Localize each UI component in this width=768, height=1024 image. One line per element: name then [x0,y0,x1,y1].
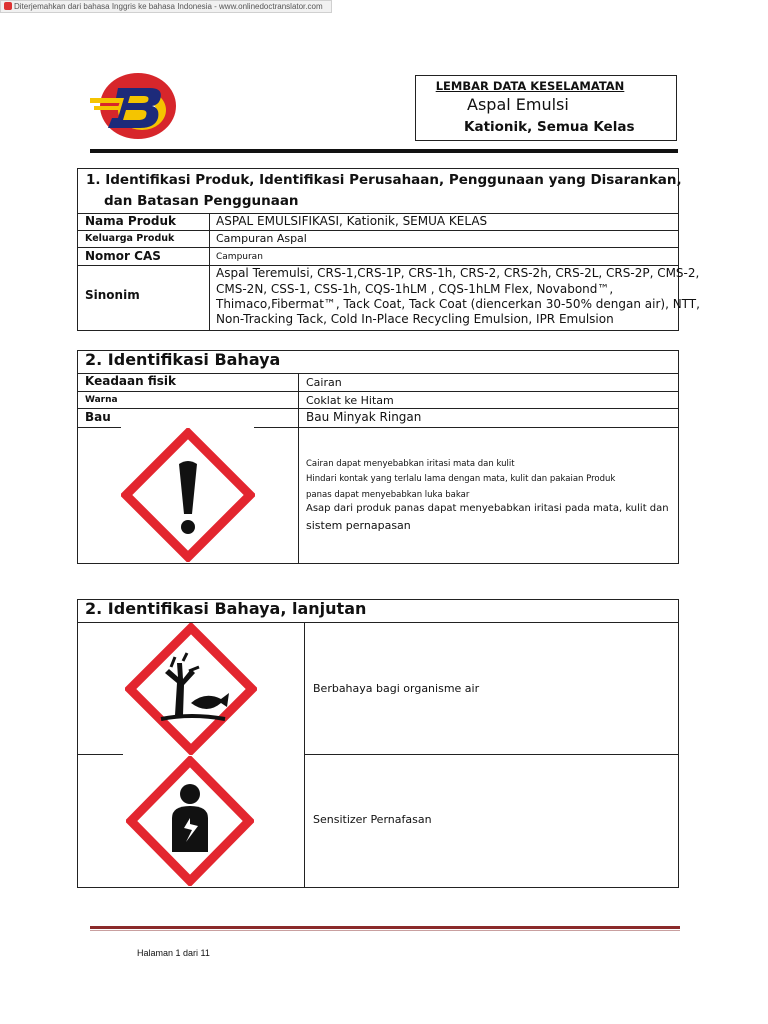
cas-number-value: Campuran [216,252,263,262]
synonyms-line: Non-Tracking Tack, Cold In-Place Recycling Emulsion, IPR Emulsion [216,312,614,326]
row-divider [77,230,679,231]
physical-state-value: Cairan [306,376,342,389]
color-label: Warna [85,395,118,405]
hazard-statement: Cairan dapat menyebabkan iritasi mata dan kulit [306,459,515,469]
row-divider [77,247,679,248]
color-value: Coklat ke Hitam [306,394,394,407]
product-family-label: Keluarga Produk [85,233,175,244]
section2-heading: 2. Identifikasi Bahaya [85,350,281,369]
hazard-statement: panas dapat menyebabkan luka bakar [306,490,470,500]
row-divider [304,754,679,755]
footer-rule [90,926,680,929]
page-number: Halaman 1 dari 11 [137,948,210,958]
hazard-statement: Asap dari produk panas dapat menyebabkan iritasi pada mata, kulit dan [306,503,669,514]
odor-label: Bau [85,410,111,424]
health-hazard-text: Sensitizer Pernafasan [313,813,432,826]
document-type-label: LEMBAR DATA KESELAMATAN [435,79,625,93]
column-divider [304,622,305,888]
document-subtitle: Kationik, Semua Kelas [464,119,635,135]
company-logo [88,70,183,142]
translator-icon [4,2,12,10]
row-divider [77,754,123,755]
product-name-value: ASPAL EMULSIFIKASI, Kationik, SEMUA KELAS [216,214,488,228]
odor-value: Bau Minyak Ringan [306,410,422,424]
synonyms-line: Thimaco,Fibermat™, Tack Coat, Tack Coat (diencerkan 30-50% dengan air), NTT, [216,297,700,311]
section2b-heading: 2. Identifikasi Bahaya, lanjutan [85,599,367,618]
section1-heading-line1: 1. Identifikasi Produk, Identifikasi Perusahaan, Penggunaan yang Disarankan, [86,172,682,188]
physical-state-label: Keadaan fisik [85,374,176,388]
hazard-statement: sistem pernapasan [306,519,411,532]
product-family-value: Campuran Aspal [216,232,307,245]
product-name-label: Nama Produk [85,214,176,228]
hazard-statement: Hindari kontak yang terlalu lama dengan mata, kulit dan pakaian Produk [306,474,616,484]
banner-text: Diterjemahkan dari bahasa Inggris ke bahasa Indonesia - www.onlinedoctranslator.com [14,2,323,11]
synonyms-label: Sinonim [85,288,140,302]
section1-heading-line2: dan Batasan Penggunaan [104,193,299,209]
cas-number-label: Nomor CAS [85,249,161,263]
column-divider [209,213,210,331]
row-divider [77,427,121,428]
translator-banner[interactable] [0,0,332,13]
synonyms-line: CMS-2N, CSS-1, CSS-1h, CQS-1hLM , CQS-1hLM Flex, Novabond™, [216,282,614,296]
column-divider [298,373,299,564]
row-divider [77,408,679,409]
footer-rule [90,930,680,931]
exclamation-mark-hazard-icon [121,428,255,562]
row-divider [254,427,679,428]
row-divider [77,391,679,392]
synonyms-line: Aspal Teremulsi, CRS-1,CRS-1P, CRS-1h, CRS-2, CRS-2h, CRS-2L, CRS-2P, CMS-2, [216,266,700,280]
header-divider [90,149,678,153]
environment-hazard-icon [125,623,257,755]
environment-hazard-text: Berbahaya bagi organisme air [313,682,480,695]
health-hazard-icon [126,756,254,886]
document-title: Aspal Emulsi [467,95,569,114]
